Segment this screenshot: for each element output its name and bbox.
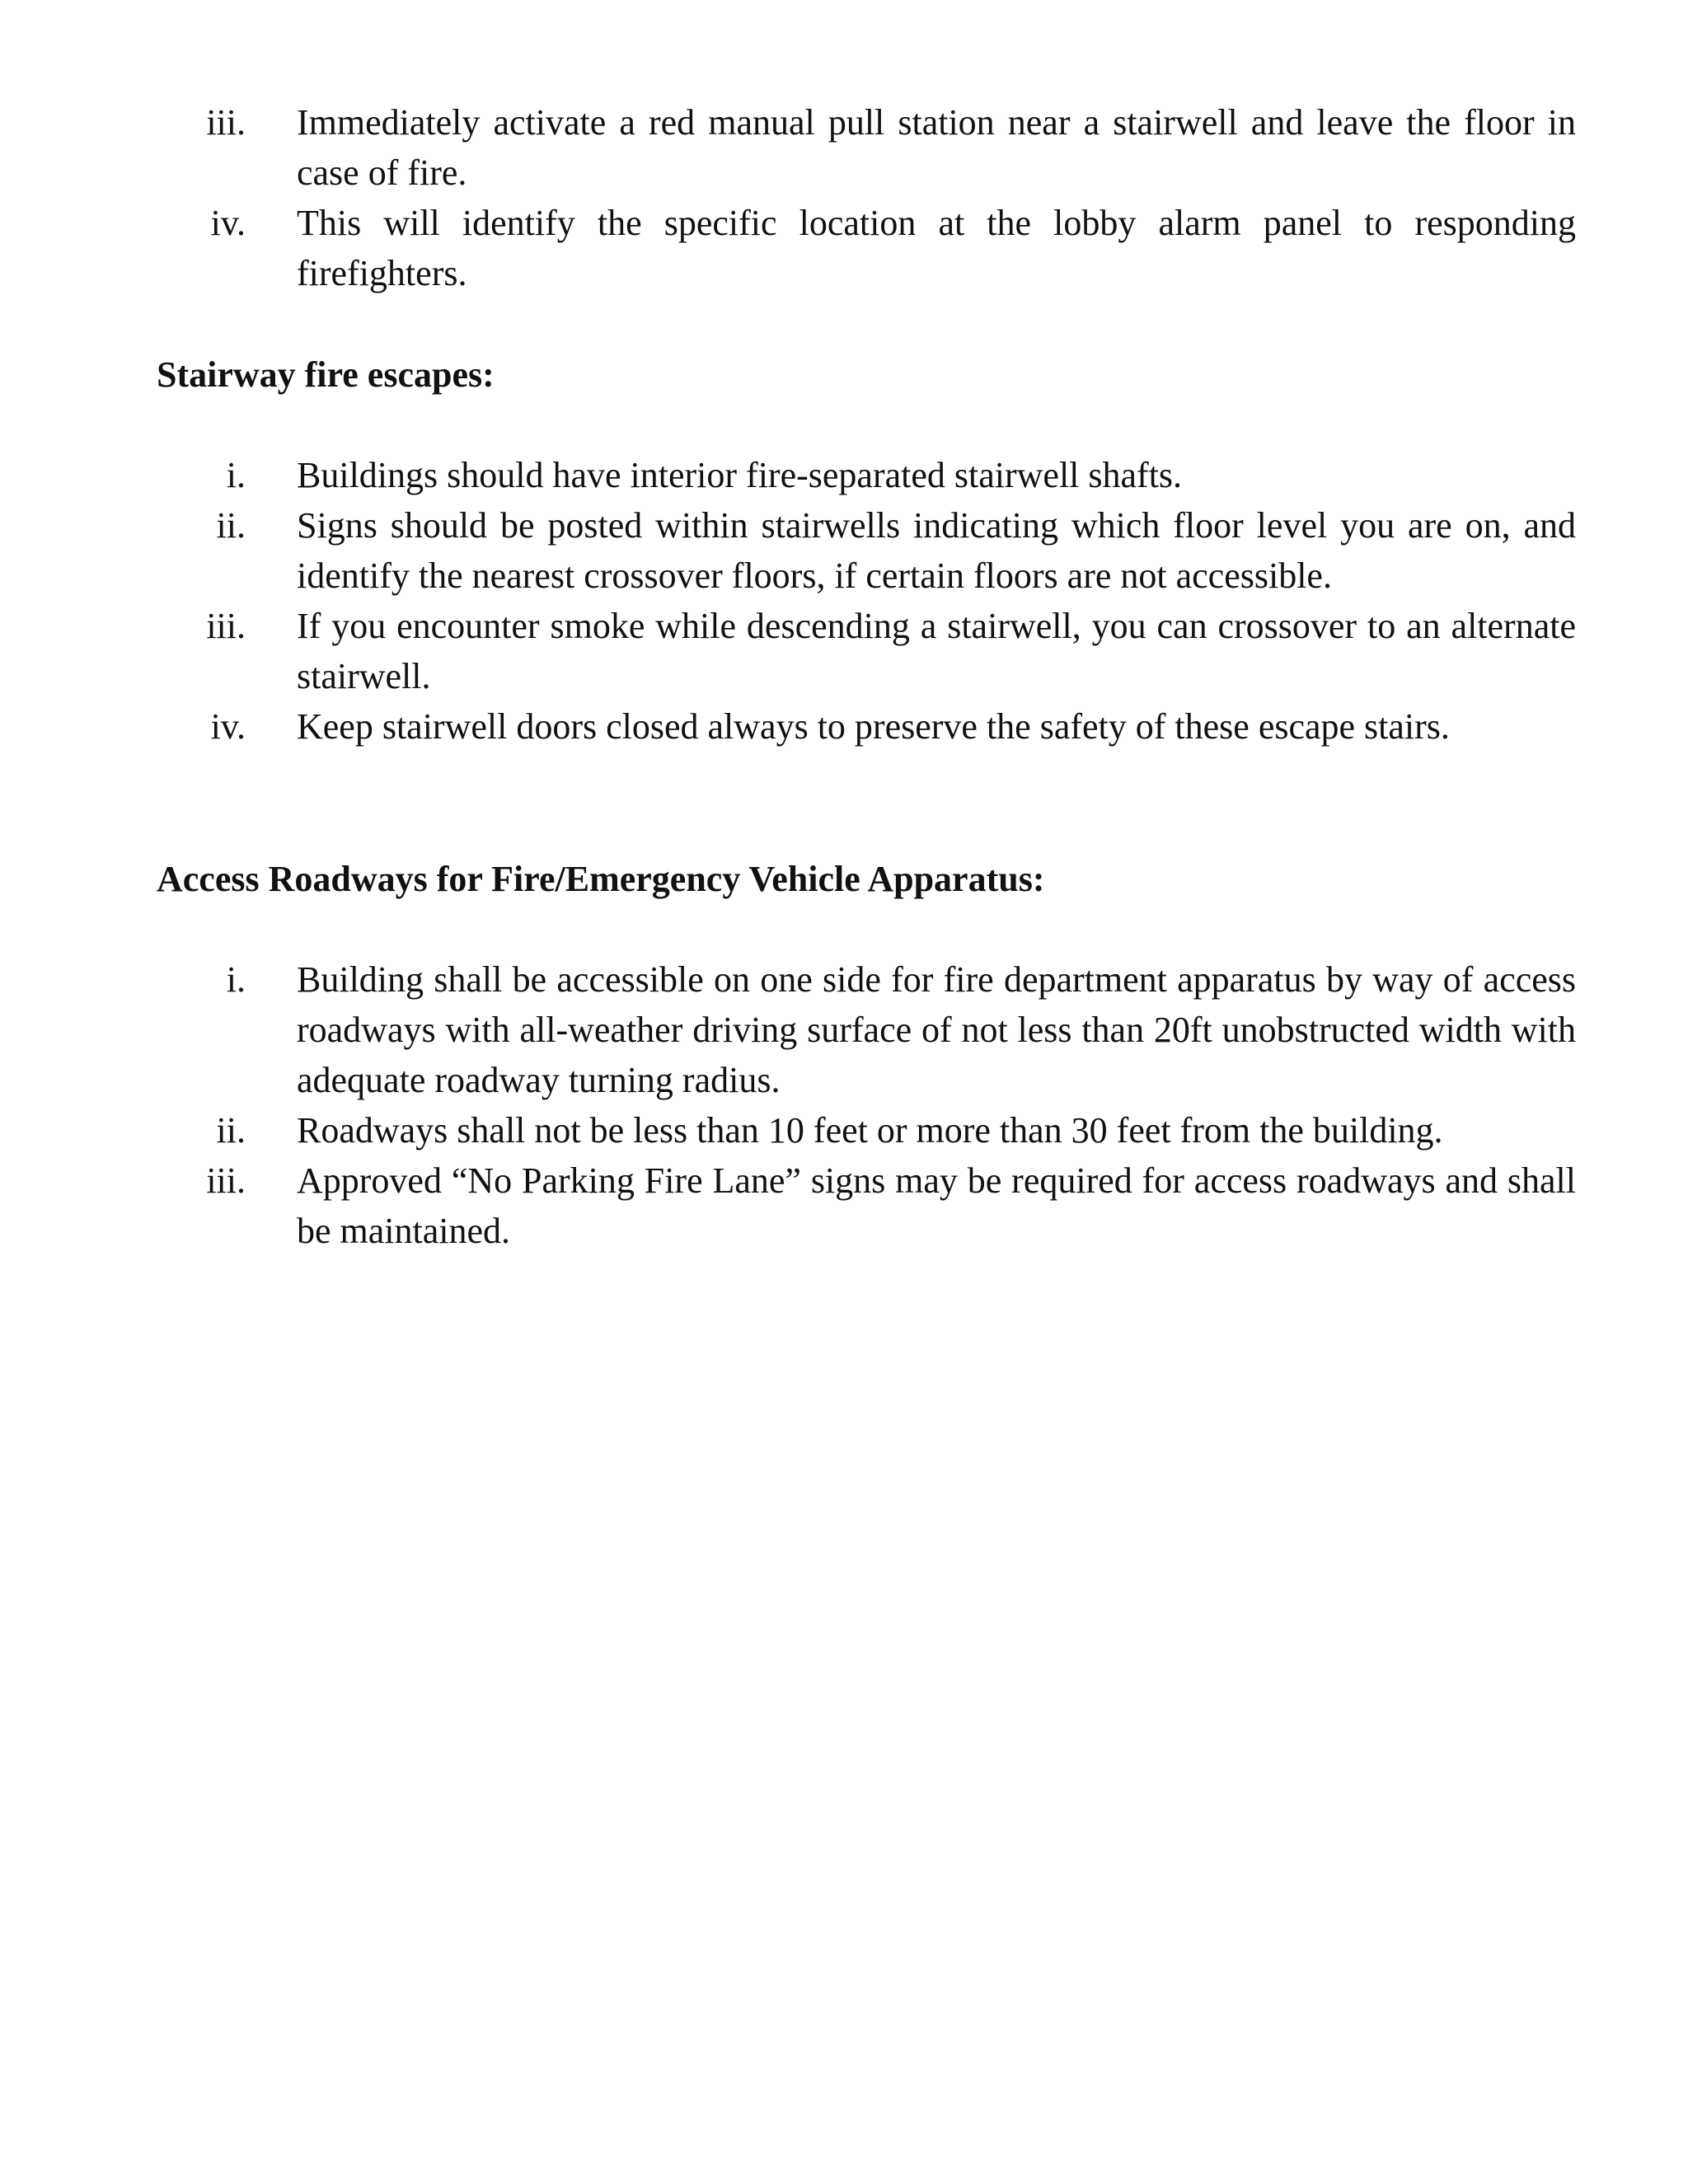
stairway-list bbox=[157, 450, 1576, 752]
list-item-number: ii. bbox=[216, 505, 246, 546]
list-item-text: Immediately activate a red manual pull station near a stairwell and leave the floor in case of fire. bbox=[297, 102, 1576, 193]
list-item-number: i. bbox=[226, 959, 246, 1000]
list-item-text: Keep stairwell doors closed always to preserve the safety of these escape stairs. bbox=[297, 706, 1450, 747]
list-item bbox=[157, 198, 1576, 298]
list-item-text: Buildings should have interior fire-separated stairwell shafts. bbox=[297, 455, 1183, 495]
list-item-number: iii. bbox=[206, 1160, 246, 1201]
list-item bbox=[157, 450, 1576, 500]
list-item-text: Approved “No Parking Fire Lane” signs may be required for access roadways and shall be maintained. bbox=[297, 1160, 1576, 1251]
list-item bbox=[157, 500, 1576, 601]
list-item bbox=[157, 701, 1576, 752]
list-item bbox=[157, 1105, 1576, 1155]
list-item bbox=[157, 97, 1576, 198]
access-roadways-list bbox=[157, 954, 1576, 1256]
list-item-text: This will identify the specific location at the lobby alarm panel to responding firefighters. bbox=[297, 203, 1576, 293]
list-item-number: iii. bbox=[206, 102, 246, 143]
list-item-number: iv. bbox=[210, 706, 246, 747]
list-item bbox=[157, 954, 1576, 1105]
list-item-number: iv. bbox=[210, 203, 246, 243]
list-item bbox=[157, 1155, 1576, 1256]
list-item-text: Signs should be posted within stairwells indicating which floor level you are on, and identify the nearest crossover floors, if certain floors are not accessible. bbox=[297, 505, 1576, 596]
list-item-number: ii. bbox=[216, 1110, 246, 1151]
list-item-number: i. bbox=[226, 455, 246, 495]
list-item bbox=[157, 601, 1576, 701]
section-heading-stairway: Stairway fire escapes: bbox=[157, 354, 495, 395]
list-item-number: iii. bbox=[206, 606, 246, 646]
list-item-text: If you encounter smoke while descending a stairwell, you can crossover to an alternate stairwell. bbox=[297, 606, 1576, 696]
list-item-text: Building shall be accessible on one side for fire department apparatus by way of access roadways with all-weather driving surface of not less than 20ft unobstructed width with adequate roadway turning radius. bbox=[297, 959, 1576, 1100]
section-heading-access-roadways: Access Roadways for Fire/Emergency Vehicle Apparatus: bbox=[157, 859, 1045, 899]
continued-list bbox=[157, 97, 1576, 298]
list-item-text: Roadways shall not be less than 10 feet or more than 30 feet from the building. bbox=[297, 1110, 1443, 1151]
